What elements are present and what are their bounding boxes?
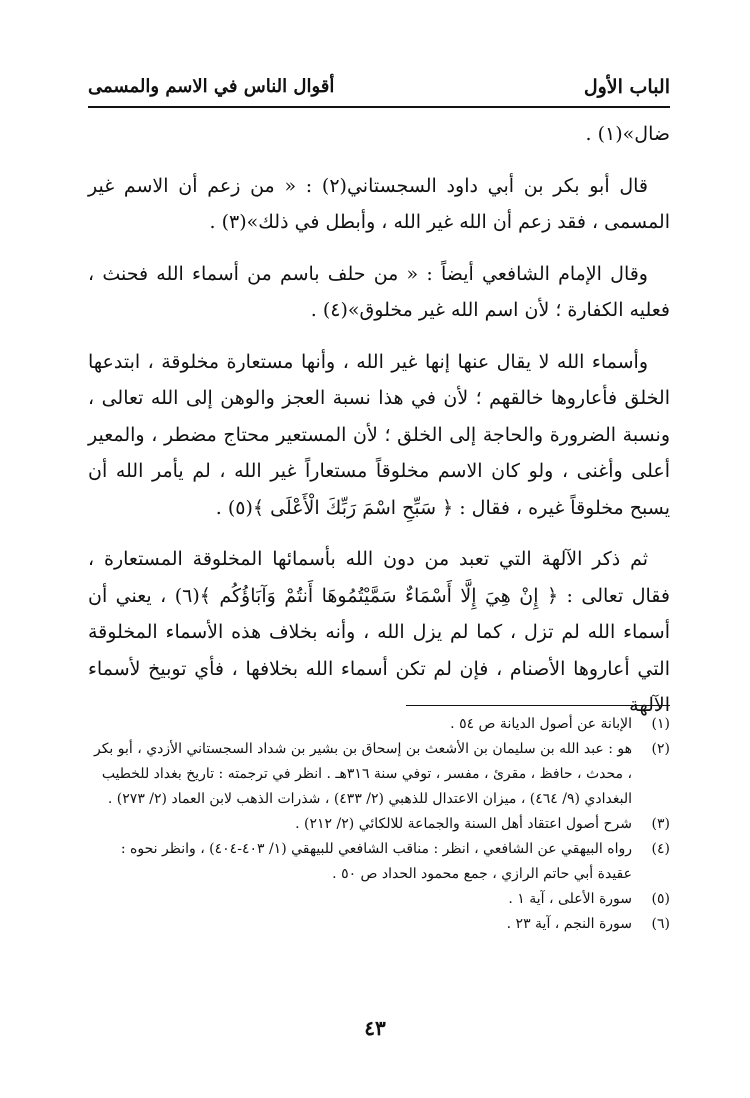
footnote-3 bbox=[88, 812, 670, 837]
footnote-text: هو : عبد الله بن سليمان بن الأشعث بن إسحاق بن بشير بن شداد السجستاني الأزدي ، أبو بكر ، محدث ، حافظ ، مقرئ ، مفسر ، توفي سنة ٣١٦هـ . انظر في ترجمته : تاريخ بغداد للخطيب البغدادي (٩/ ٤٦٤) ، ميزان الاعتدال للذهبي (٢/ ٤٣٣) ، شذرات الذهب لابن العماد (٢/ ٢٧٣) . bbox=[93, 741, 632, 807]
page-number: ٤٣ bbox=[364, 1016, 386, 1040]
footnote-text: سورة النجم ، آية ٢٣ . bbox=[506, 916, 632, 932]
paragraph-3: وقال الإمام الشافعي أيضاً : « من حلف باسم من أسماء الله فحنث ، فعليه الكفارة ؛ لأن اسم الله غير مخلوق»(٤) . bbox=[88, 262, 670, 321]
chapter-label: الباب الأول bbox=[583, 76, 670, 98]
paragraph-4: وأسماء الله لا يقال عنها إنها غير الله ، وأنها مستعارة مخلوقة ، ابتدعها الخلق فأعاروها خالقهم ؛ لأن في هذا نسبة العجز والوهن إلى الله تعالى ، ونسبة الضرورة والحاجة إلى الخلق ؛ لأن المستعير محتاج مضطر ، والمعير أعلى وأغنى ، ولو كان الاسم مخلوقاً مستعاراً غير الله ، لم يأمر الله أن يسبح مخلوقاً غيره ، فقال : ﴿ سَبِّحِ اسْمَ رَبِّكَ الْأَعْلَى ﴾(٥) . bbox=[88, 350, 670, 519]
main-text bbox=[88, 116, 670, 739]
footnote-number: (١) bbox=[651, 716, 670, 732]
running-header bbox=[88, 70, 670, 108]
paragraph-1: ضال»(١) . bbox=[585, 123, 670, 145]
paragraph-5: ثم ذكر الآلهة التي تعبد من دون الله بأسمائها المخلوقة المستعارة ، فقال تعالى : ﴿ إِنْ هِيَ إِلَّا أَسْمَاءٌ سَمَّيْتُمُوهَا أَنتُمْ وَآبَاؤُكُم ﴾(٦) ، يعني أن أسماء الله لم تزل ، كما لم يزل الله ، وأنه بخلاف هذه الأسماء المخلوقة التي أعاروها الأصنام ، فإن لم تكن أسماء الله بخلافها ، فأي توبيخ لأسماء الآلهة bbox=[88, 548, 670, 716]
footnote-divider bbox=[406, 705, 670, 706]
footnote-text: رواه البيهقي عن الشافعي ، انظر : مناقب الشافعي للبيهقي (١/ ٤٠٣-٤٠٤) ، وانظر نحوه : عقيدة أبي حاتم الرازي ، جمع محمود الحداد ص ٥٠ . bbox=[120, 841, 632, 882]
footnote-number: (٢) bbox=[651, 741, 670, 757]
section-title: أقوال الناس في الاسم والمسمى bbox=[88, 76, 335, 97]
footnote-1 bbox=[88, 712, 670, 737]
footnote-2 bbox=[88, 737, 670, 812]
footnote-text: شرح أصول اعتقاد أهل السنة والجماعة للالكائي (٢/ ٢١٢) . bbox=[295, 816, 632, 832]
footnote-number: (٣) bbox=[651, 816, 670, 832]
footnote-number: (٤) bbox=[651, 841, 670, 857]
footnote-text: سورة الأعلى ، آية ١ . bbox=[508, 891, 632, 907]
paragraph-2: قال أبو بكر بن أبي داود السجستاني(٢) : « من زعم أن الاسم غير المسمى ، فقد زعم أن الله غير الله ، وأبطل في ذلك»(٣) . bbox=[88, 174, 670, 233]
footnote-number: (٦) bbox=[651, 916, 670, 932]
footnote-5 bbox=[88, 887, 670, 912]
footnotes bbox=[88, 712, 670, 937]
footnote-text: الإبانة عن أصول الديانة ص ٥٤ . bbox=[450, 716, 632, 732]
footnote-4 bbox=[88, 837, 670, 887]
footnote-6 bbox=[88, 912, 670, 937]
footnote-number: (٥) bbox=[651, 891, 670, 907]
